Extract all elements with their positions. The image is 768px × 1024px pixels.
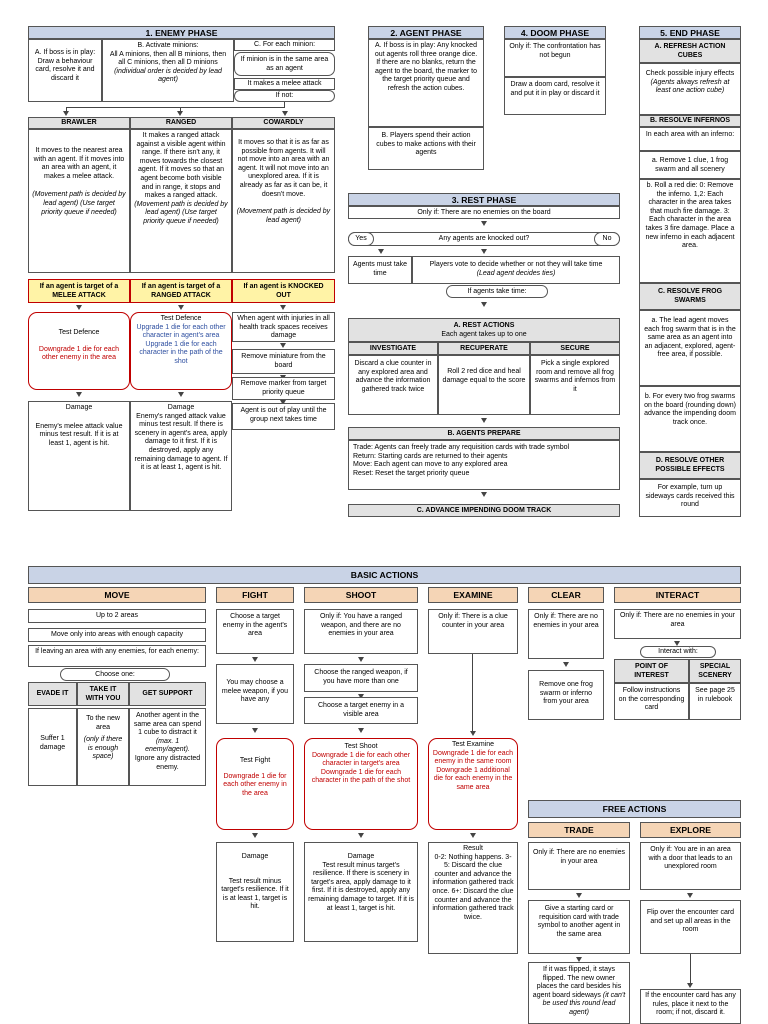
rest-b-reset: Reset: Reset the target priority queue	[353, 469, 470, 477]
arrow	[378, 249, 384, 254]
clear-step-1: Only if: There are no enemies in your area	[528, 609, 604, 659]
arrow	[282, 111, 288, 116]
target-ranged-box: If an agent is target of a RANGED ATTACK	[130, 279, 232, 303]
rest-yes: Yes	[348, 232, 374, 246]
take-it-note: (only if there is enough space)	[83, 736, 123, 761]
enemy-b-box	[102, 39, 234, 102]
test-fight-modifier: Downgrade 1 die for each other enemy in the area	[223, 772, 287, 797]
basic-actions-header: BASIC ACTIONS	[28, 566, 741, 584]
recuperate-text: Roll 2 red dice and heal damage equal to the score	[438, 355, 530, 415]
trade-step-3	[528, 962, 630, 1024]
rest-no: No	[594, 232, 620, 246]
enemy-b-title: B. Activate minions:	[137, 42, 199, 49]
agent-b-box: B. Players spend their action cubes to make actions with their agents	[368, 127, 484, 170]
test-shoot-title: Test Shoot	[344, 743, 378, 750]
ranged-rule: It makes a ranged attack against a visible agent within range. If there isn't any, it moves towards the closest agent. If it moves so that an agent become both visible and in range, it stops and makes a ranged attack.	[136, 132, 226, 200]
explore-step-3: If the encounter card has any rules, place it next to the room; if not, discard it.	[640, 989, 741, 1024]
fight-header: FIGHT	[216, 587, 294, 603]
connector	[66, 107, 285, 108]
arrow	[280, 305, 286, 310]
trade-step-2: Give a starting card or requisition card with trade symbol to another agent in the same area	[528, 900, 630, 954]
end-a-text: Check possible injury effects	[645, 70, 735, 77]
interact-step-1: Only if: There are no enemies in your area	[614, 609, 741, 639]
take-it-rule: To the new area	[86, 715, 120, 731]
arrow	[481, 418, 487, 423]
brawler-header: BRAWLER	[28, 117, 130, 129]
knocked-out-box: If an agent is KNOCKED OUT	[232, 279, 335, 303]
arrow	[481, 302, 487, 307]
arrow	[563, 662, 569, 667]
end-a-box	[639, 63, 741, 115]
agent-a-box: A. If boss is in play: Any knocked out agents roll three orange dice. If there are no blanks, return the agent to the board, the marker to the target priority queue and refresh the action cubes.	[368, 39, 484, 127]
enemy-a-box: A. If boss is in play: Draw a behaviour card, resolve it and discard it	[28, 39, 102, 102]
special-scenery-text: See page 25 in rulebook	[689, 683, 741, 720]
explore-header: EXPLORE	[640, 822, 741, 838]
explore-step-2: Flip over the encounter card and set up all areas in the room	[640, 900, 741, 954]
ranged-damage-box	[130, 401, 232, 511]
clear-header: CLEAR	[528, 587, 604, 603]
arrow	[481, 249, 487, 254]
arrow	[76, 305, 82, 310]
end-c-step-2: b. For every two frog swarms on the board (rounding down) advance the impending doom track once.	[639, 386, 741, 452]
shoot-step-1: Only if: You have a ranged weapon, and there are no enemies in your area	[304, 609, 418, 654]
take-it-header: TAKE IT WITH YOU	[77, 682, 129, 706]
examine-step-1: Only if: There is a clue counter in your area	[428, 609, 518, 654]
test-shoot-modifier: Downgrade 1 die for each other character in target's area Downgrade 1 die for each character in the path of the shot	[311, 751, 411, 785]
brawler-text	[28, 129, 130, 273]
rest-a-header	[348, 318, 620, 342]
melee-damage-text: Enemy's melee attack value minus test result. If it is at least 1, agent is hit.	[35, 422, 123, 447]
rest-only-if: Only if: There are no enemies on the board	[348, 206, 620, 219]
arrow	[252, 728, 258, 733]
test-defence-title: Test Defence	[58, 329, 100, 336]
ranged-note: (Movement path is decided by lead agent) (Use target priority queue if needed)	[134, 200, 228, 225]
arrow	[358, 728, 364, 733]
rest-vote	[412, 256, 620, 284]
arrow	[280, 343, 286, 348]
shoot-damage-text: Test result minus target's resilience. If there is scenery in target's area, apply damage to it first. If it is destroyed, apply any remaining damage to target. If it is at least 1, target is hit.	[308, 861, 414, 912]
rest-phase-header: 3. REST PHASE	[348, 193, 620, 206]
arrow	[178, 305, 184, 310]
rest-vote-text: Players vote to decide whether or not they will take time	[429, 261, 603, 268]
test-examine-box	[428, 738, 518, 830]
connector	[690, 954, 691, 984]
end-phase-header: 5. END PHASE	[639, 26, 741, 39]
get-support-header: GET SUPPORT	[129, 682, 206, 706]
test-fight-box	[216, 738, 294, 830]
trade-header: TRADE	[528, 822, 630, 838]
examine-result-text: 0-2: Nothing happens. 3-5: Discard the clue counter and advance the information gathered track once. 6+: Discard the clue counter and advance the information gathered track twice.	[432, 853, 514, 921]
rest-vote-note: (Lead agent decides ties)	[476, 269, 556, 277]
enemy-b-note: (individual order is decided by lead agent)	[114, 67, 222, 84]
fight-step-1: Choose a target enemy in the agent's area	[216, 609, 294, 654]
test-defence-ranged	[130, 312, 232, 390]
recuperate-header: RECUPERATE	[438, 342, 530, 355]
enemy-c-condition: If minion is in the same area as an agent	[234, 52, 335, 76]
get-support-note: (max. 1 enemy/agent).	[145, 737, 190, 754]
melee-damage-box	[28, 401, 130, 511]
examine-result-title: Result	[463, 845, 483, 852]
end-b-step-3: b. Roll a red die: 0: Remove the inferno. 1,2: Each character in the area takes that much fire damage. 3: Each character in the area takes 3 fire damage. Place a new inferno in each adjacent area.	[639, 179, 741, 283]
arrow	[178, 392, 184, 397]
fight-damage-text: Test result minus target's resilience. If it is at least 1, target is hit.	[221, 877, 289, 911]
interact-with: Interact with:	[640, 646, 716, 658]
shoot-damage-title: Damage	[347, 853, 375, 860]
enemy-c-melee: It makes a melee attack	[234, 78, 335, 90]
arrow	[687, 893, 693, 898]
cowardly-rule: It moves so that it is as far as possible from agents. It will not move into an area with an agent. It will not move into an unexplored area. If it is already as far as it can be, it doesn't move.	[237, 139, 330, 198]
arrow	[358, 657, 364, 662]
doom-b-box: Draw a doom card, resolve it and put it in play or discard it	[504, 77, 606, 115]
arrow	[252, 657, 258, 662]
arrow	[63, 111, 69, 116]
end-d-header: D. RESOLVE OTHER POSSIBLE EFFECTS	[639, 452, 741, 479]
test-defence-modifier: Upgrade 1 die for each character in the path of the shot	[139, 340, 223, 365]
target-melee-box: If an agent is target of a MELEE ATTACK	[28, 279, 130, 303]
get-support-text	[129, 708, 206, 786]
evade-header: EVADE IT	[28, 682, 77, 706]
cowardly-text	[232, 129, 335, 273]
rest-b-box	[348, 440, 620, 490]
rest-b-move: Move: Each agent can move to any explored area	[353, 461, 508, 469]
enemy-c-ifnot: If not:	[234, 90, 335, 102]
test-defence-melee	[28, 312, 130, 390]
test-examine-modifier: Downgrade 1 die for each enemy in the same room Downgrade 1 additional die for each enemy in the same area	[432, 749, 514, 791]
examine-result-box	[428, 842, 518, 954]
end-b-step-1: In each area with an inferno:	[639, 127, 741, 151]
ranged-damage-text: Enemy's ranged attack value minus test result. If there is scenery in agent's area, apply damage to it first. If it is destroyed, apply any remaining damage to agent. If it is at least 1, agent is hit.	[134, 412, 228, 472]
brawler-rule: It moves to the nearest area with an agent. If it moves into an area with an agent, it makes a melee attack.	[33, 147, 125, 180]
trade-step-3-note: (it can't be used this round lead agent)	[542, 991, 626, 1016]
rest-a-subtitle: Each agent takes up to one	[441, 330, 527, 338]
free-actions-header: FREE ACTIONS	[528, 800, 741, 818]
arrow	[252, 833, 258, 838]
ko-step-4: Agent is out of play until the group next takes time	[232, 403, 335, 430]
test-defence-modifier: Downgrade 1 die for each other enemy in the area	[38, 345, 120, 362]
connector	[472, 654, 473, 732]
arrow	[177, 111, 183, 116]
evade-text: Suffer 1 damage	[28, 708, 77, 786]
end-b-step-2: a. Remove 1 clue, 1 frog swarm and all scenery	[639, 151, 741, 179]
ranged-text	[130, 129, 232, 273]
brawler-note: (Movement path is decided by lead agent) (Use target priority queue if needed)	[32, 191, 126, 216]
move-step-1: Up to 2 areas	[28, 609, 206, 623]
test-defence-modifier: Upgrade 1 die for each other character in agent's area	[136, 323, 226, 340]
end-d-box: For example, turn up sideways cards received this round	[639, 479, 741, 517]
test-shoot-box	[304, 738, 418, 830]
ko-step-3: Remove marker from target priority queue	[232, 377, 335, 400]
enemy-phase-header: 1. ENEMY PHASE	[28, 26, 335, 39]
arrow	[481, 492, 487, 497]
poi-text: Follow instructions on the corresponding card	[614, 683, 689, 720]
explore-step-1: Only if: You are in an area with a door that leads to an unexplored room	[640, 842, 741, 890]
fight-damage-title: Damage	[241, 853, 269, 860]
end-c-step-1: a. The lead agent moves each frog swarm that is in the same area as an agent into an adjacent, explored, agent-free area, if possible.	[639, 310, 741, 386]
move-choose-one: Choose one:	[60, 668, 170, 681]
ranged-header: RANGED	[130, 117, 232, 129]
cowardly-note: (Movement path is decided by lead agent)	[236, 208, 331, 224]
get-support-rule-2: Ignore any distracted enemy.	[134, 754, 201, 771]
ranged-damage-title: Damage	[167, 404, 195, 411]
trade-step-1: Only if: There are no enemies in your area	[528, 842, 630, 890]
test-examine-title: Test Examine	[451, 741, 495, 748]
end-c-header: C. RESOLVE FROG SWARMS	[639, 283, 741, 310]
ko-step-2: Remove miniature from the board	[232, 349, 335, 374]
rest-b-return: Return: Starting cards are returned to their agents	[353, 452, 508, 460]
fight-damage-box	[216, 842, 294, 942]
agent-phase-header: 2. AGENT PHASE	[368, 26, 484, 39]
enemy-c-box: C. For each minion:	[234, 39, 335, 51]
special-scenery-header: SPECIAL SCENERY	[689, 659, 741, 683]
melee-damage-title: Damage	[65, 404, 93, 411]
arrow	[358, 833, 364, 838]
arrow	[470, 833, 476, 838]
clear-step-2: Remove one frog swarm or inferno from your area	[528, 670, 604, 720]
arrow	[576, 893, 582, 898]
shoot-header: SHOOT	[304, 587, 418, 603]
rest-must-take-time: Agents must take time	[348, 256, 412, 284]
get-support-rule: Another agent in the same area can spend 1 cube to distract it	[133, 712, 202, 737]
secure-header: SECURE	[530, 342, 620, 355]
doom-a-box: Only if: The confrontation has not begun	[504, 39, 606, 77]
move-step-3: If leaving an area with any enemies, for each enemy:	[28, 645, 206, 667]
doom-phase-header: 4. DOOM PHASE	[504, 26, 606, 39]
rest-question: Any agents are knocked out?	[348, 232, 620, 246]
shoot-step-2: Choose the ranged weapon, if you have more than one	[304, 664, 418, 692]
rest-a-title: A. REST ACTIONS	[453, 322, 515, 329]
arrow	[470, 731, 476, 736]
end-a-header: A. REFRESH ACTION CUBES	[639, 39, 741, 63]
move-header: MOVE	[28, 587, 206, 603]
arrow	[76, 392, 82, 397]
examine-header: EXAMINE	[428, 587, 518, 603]
ko-step-1: When agent with injuries in all health track spaces receives damage	[232, 312, 335, 342]
test-fight-title: Test Fight	[239, 757, 271, 764]
interact-header: INTERACT	[614, 587, 741, 603]
poi-header: POINT OF INTEREST	[614, 659, 689, 683]
shoot-step-3: Choose a target enemy in a visible area	[304, 697, 418, 724]
end-a-note: (Agents always refresh at least one action cube)	[650, 78, 730, 95]
secure-text: Pick a single explored room and remove all frog swarms and infernos from it	[530, 355, 620, 415]
cowardly-header: COWARDLY	[232, 117, 335, 129]
rest-c-header: C. ADVANCE IMPENDING DOOM TRACK	[348, 504, 620, 517]
shoot-damage-box	[304, 842, 418, 942]
arrow	[481, 221, 487, 226]
rest-if-take-time: If agents take time:	[446, 285, 548, 298]
rest-b-trade: Trade: Agents can freely trade any requisition cards with trade symbol	[353, 444, 570, 451]
take-it-text	[77, 708, 129, 786]
investigate-text: Discard a clue counter in any explored area and advance the information gathered track twice	[348, 355, 438, 415]
arrow	[687, 983, 693, 988]
rest-b-header: B. AGENTS PREPARE	[348, 427, 620, 440]
move-step-2: Move only into areas with enough capacity	[28, 628, 206, 642]
test-defence-title: Test Defence	[160, 315, 202, 322]
end-b-header: B. RESOLVE INFERNOS	[639, 115, 741, 127]
enemy-b-text: All A minions, then all B minions, then all C minions, then all D minions	[109, 50, 227, 67]
investigate-header: INVESTIGATE	[348, 342, 438, 355]
trade-step-3-text: If it was flipped, it stays flipped. The new owner places the card besides his agent board sideways	[532, 966, 622, 999]
fight-step-2: You may choose a melee weapon, if you have any	[216, 664, 294, 724]
